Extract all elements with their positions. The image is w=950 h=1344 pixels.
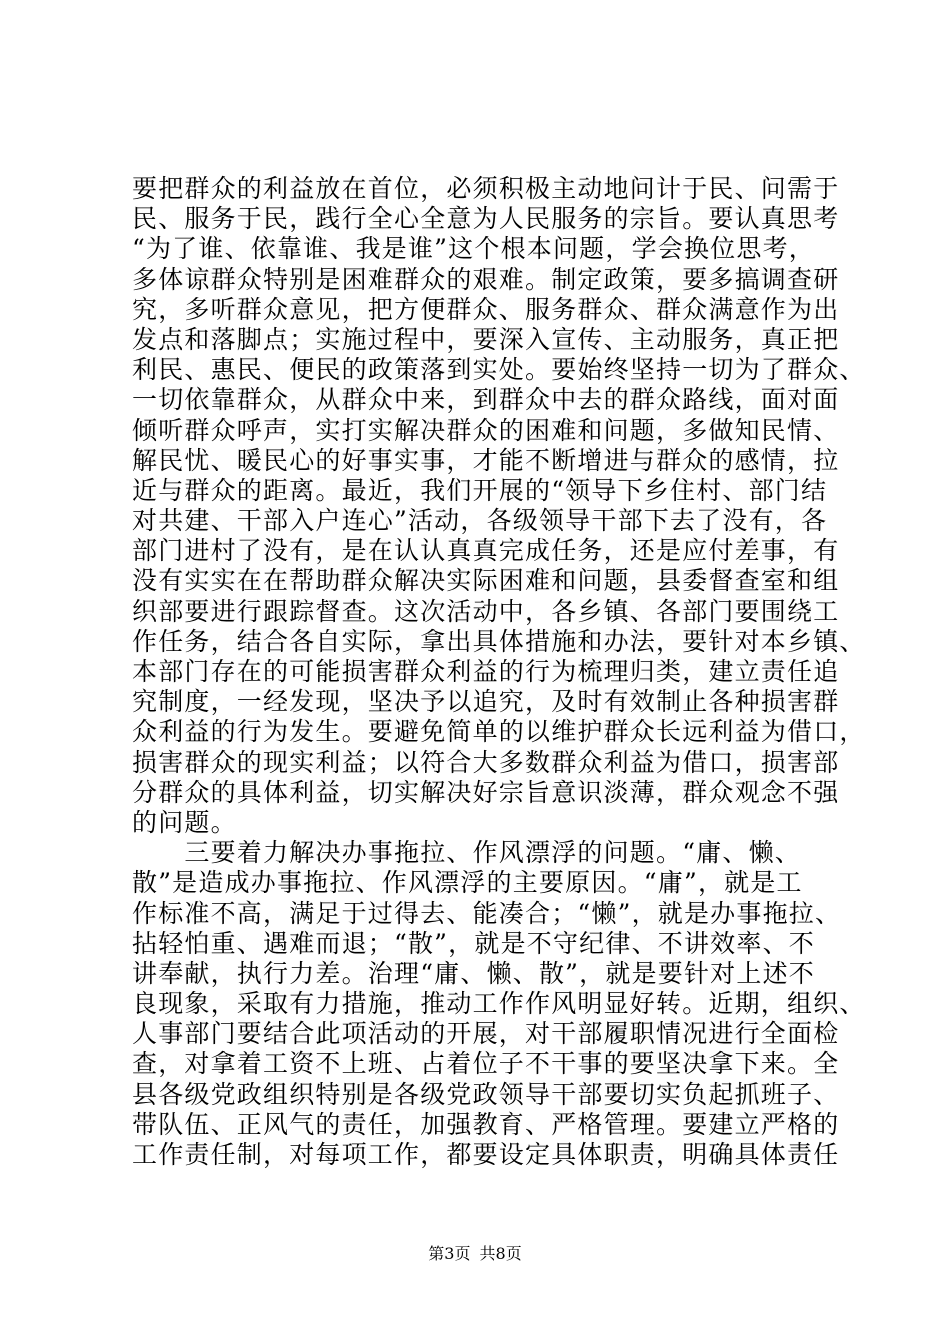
text-line: 近与群众的距离。最近，我们开展的“领导下乡住村、部门结 (132, 475, 828, 505)
page-number: 第3页 (428, 1244, 471, 1263)
page-total: 共8页 (479, 1244, 522, 1263)
body-text (132, 174, 866, 1170)
text-line: 众利益的行为发生。要避免简单的以维护群众长远利益为借口， (132, 717, 866, 747)
text-line: 没有实实在在帮助群众解决实际困难和问题，县委督查室和组 (132, 566, 840, 596)
text-line: 查，对拿着工资不上班、占着位子不干事的要坚决拿下来。全 (132, 1049, 840, 1079)
text-line: 对共建、干部入户连心”活动，各级领导干部下去了没有，各 (132, 506, 828, 536)
text-line: 倾听群众呼声，实打实解决群众的困难和问题，多做知民情、 (132, 415, 840, 445)
text-line: 良现象，采取有力措施，推动工作作风明显好转。近期，组织、 (132, 989, 866, 1019)
text-line: 损害群众的现实利益；以符合大多数群众利益为借口，损害部 (132, 747, 840, 777)
text-line: 讲奉献，执行力差。治理“庸、懒、散”，就是要针对上述不 (132, 958, 815, 988)
text-line: 发点和落脚点；实施过程中，要深入宣传、主动服务，真正把 (132, 324, 840, 354)
text-line: 利民、惠民、便民的政策落到实处。要始终坚持一切为了群众、 (132, 355, 866, 385)
text-line: 县各级党政组织特别是各级党政领导干部要切实负起抓班子、 (132, 1079, 840, 1109)
text-line: 多体谅群众特别是困难群众的艰难。制定政策，要多搞调查研 (132, 264, 840, 294)
text-line: 三要着力解决办事拖拉、作风漂浮的问题。“庸、懒、 (132, 838, 801, 868)
text-line: 分群众的具体利益，切实解决好宗旨意识淡薄，群众观念不强 (132, 777, 840, 807)
text-line: 作任务，结合各自实际，拿出具体措施和办法，要针对本乡镇、 (132, 626, 866, 656)
text-line: 解民忧、暖民心的好事实事，才能不断增进与群众的感情，拉 (132, 445, 840, 475)
text-line: 一切依靠群众，从群众中来，到群众中去的群众路线，面对面 (132, 385, 840, 415)
text-line: 工作责任制，对每项工作，都要设定具体职责，明确具体责任 (132, 1140, 840, 1169)
text-line: “为了谁、依靠谁、我是谁”这个根本问题，学会换位思考， (132, 234, 815, 264)
text-line: 本部门存在的可能损害群众利益的行为梳理归类，建立责任追 (132, 657, 840, 686)
page-footer (0, 1244, 950, 1264)
text-line: 究制度，一经发现，坚决予以追究，及时有效制止各种损害群 (132, 687, 840, 717)
text-line: 要把群众的利益放在首位，必须积极主动地问计于民、问需于 (132, 174, 840, 203)
text-line: 带队伍、正风气的责任，加强教育、严格管理。要建立严格的 (132, 1109, 840, 1139)
text-line: 织部要进行跟踪督查。这次活动中，各乡镇、各部门要围绕工 (132, 596, 840, 626)
text-line: 部门进村了没有，是在认认真真完成任务，还是应付差事，有 (132, 536, 840, 566)
text-line: 作标准不高，满足于过得去、能凑合；“懒”，就是办事拖拉、 (132, 898, 842, 928)
text-line: 散”是造成办事拖拉、作风漂浮的主要原因。“庸”，就是工 (132, 868, 803, 898)
text-line: 人事部门要结合此项活动的开展，对干部履职情况进行全面检 (132, 1019, 840, 1049)
text-line: 拈轻怕重、遇难而退；“散”，就是不守纪律、不讲效率、不 (132, 928, 815, 958)
text-line: 民、服务于民，践行全心全意为人民服务的宗旨。要认真思考 (132, 204, 840, 234)
text-line: 的问题。 (132, 807, 237, 837)
text-line: 究，多听群众意见，把方便群众、服务群众、群众满意作为出 (132, 294, 840, 324)
